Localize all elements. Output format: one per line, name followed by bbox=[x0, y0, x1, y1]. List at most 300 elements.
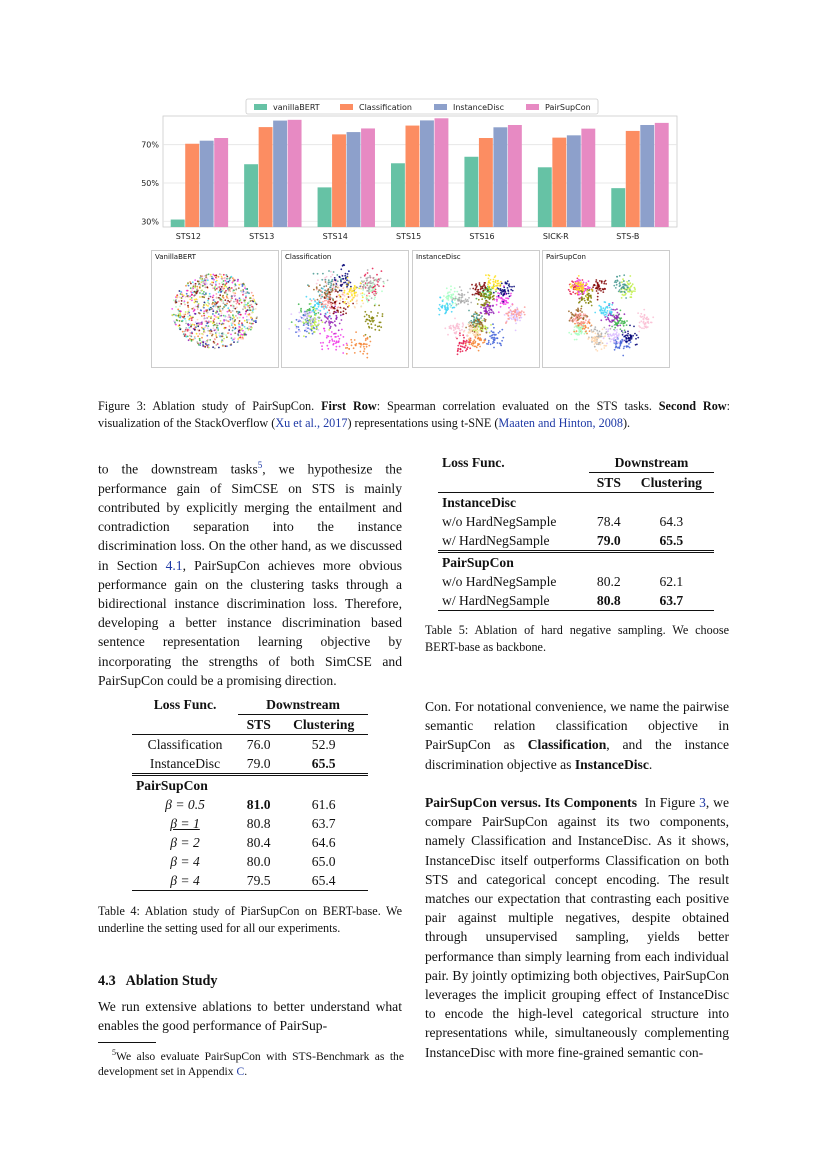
tsne-point bbox=[640, 316, 642, 318]
tsne-point bbox=[577, 308, 579, 310]
tsne-point bbox=[195, 298, 197, 300]
tsne-point bbox=[627, 346, 629, 348]
tsne-point bbox=[356, 299, 358, 301]
tsne-point bbox=[199, 338, 201, 340]
tsne-point bbox=[496, 304, 498, 306]
tsne-point bbox=[590, 325, 592, 327]
tsne-point bbox=[336, 340, 338, 342]
row-name: w/ HardNegSample bbox=[438, 591, 589, 611]
x-tick-label: STS13 bbox=[249, 232, 275, 241]
tsne-point bbox=[249, 307, 251, 309]
tsne-point bbox=[329, 307, 331, 309]
tsne-point bbox=[244, 306, 246, 308]
tsne-point bbox=[248, 301, 250, 303]
tsne-point bbox=[604, 301, 606, 303]
tsne-point bbox=[609, 320, 611, 322]
tsne-point bbox=[607, 335, 609, 337]
bar-instancedisc bbox=[200, 141, 214, 227]
tsne-point bbox=[457, 345, 459, 347]
tsne-point bbox=[617, 320, 619, 322]
tsne-point bbox=[342, 298, 344, 300]
tsne-point bbox=[194, 313, 196, 315]
bar-instancedisc bbox=[420, 120, 434, 227]
tsne-point bbox=[227, 311, 229, 313]
header-loss: Loss Func. bbox=[153, 696, 217, 712]
citation-link[interactable]: Xu et al., 2017 bbox=[275, 416, 348, 430]
tsne-point bbox=[465, 298, 467, 300]
tsne-point bbox=[354, 295, 356, 297]
tsne-point bbox=[439, 304, 441, 306]
tsne-point bbox=[216, 288, 218, 290]
tsne-point bbox=[210, 332, 212, 334]
tsne-point bbox=[197, 335, 199, 337]
tsne-point bbox=[463, 331, 465, 333]
tsne-point bbox=[323, 304, 325, 306]
tsne-point bbox=[453, 298, 455, 300]
tsne-point bbox=[509, 296, 511, 298]
tsne-point bbox=[627, 335, 629, 337]
clustering-value: 63.7 bbox=[629, 591, 714, 611]
tsne-point bbox=[218, 347, 220, 349]
tsne-point bbox=[226, 276, 228, 278]
tsne-point bbox=[197, 319, 199, 321]
tsne-point bbox=[203, 315, 205, 317]
tsne-point bbox=[486, 296, 488, 298]
tsne-point bbox=[383, 285, 385, 287]
tsne-point bbox=[603, 347, 605, 349]
tsne-point bbox=[255, 320, 257, 322]
tsne-point bbox=[194, 279, 196, 281]
tsne-point bbox=[646, 316, 648, 318]
tsne-point bbox=[190, 287, 192, 289]
tsne-point bbox=[467, 323, 469, 325]
tsne-point bbox=[206, 317, 208, 319]
tsne-point bbox=[210, 274, 212, 276]
tsne-point bbox=[202, 279, 204, 281]
bar-classification bbox=[259, 127, 273, 227]
tsne-point bbox=[583, 298, 585, 300]
tsne-point bbox=[342, 352, 344, 354]
tsne-point bbox=[249, 322, 251, 324]
tsne-point bbox=[335, 283, 337, 285]
tsne-point bbox=[319, 295, 321, 297]
tsne-point bbox=[226, 282, 228, 284]
tsne-point bbox=[515, 330, 517, 332]
tsne-point bbox=[185, 334, 187, 336]
tsne-point bbox=[207, 305, 209, 307]
tsne-point bbox=[574, 293, 576, 295]
tsne-point bbox=[194, 299, 196, 301]
tsne-point bbox=[232, 314, 234, 316]
row-name: w/ HardNegSample bbox=[442, 532, 550, 548]
tsne-point bbox=[613, 285, 615, 287]
tsne-point bbox=[487, 301, 489, 303]
tsne-point bbox=[356, 303, 358, 305]
tsne-point bbox=[362, 286, 364, 288]
tsne-point bbox=[210, 316, 212, 318]
tsne-point bbox=[348, 270, 350, 272]
tsne-point bbox=[330, 285, 332, 287]
tsne-point bbox=[211, 281, 213, 283]
tsne-point bbox=[609, 338, 611, 340]
tsne-point bbox=[467, 299, 469, 301]
tsne-point bbox=[604, 316, 606, 318]
tsne-point bbox=[600, 344, 602, 346]
tsne-point bbox=[488, 296, 490, 298]
header-clustering: Clustering bbox=[640, 474, 702, 490]
section-paragraph: We run extensive ablations to better understand what enables the good performance of PairSup- bbox=[98, 999, 402, 1034]
tsne-point bbox=[315, 328, 317, 330]
tsne-point bbox=[520, 315, 522, 317]
tsne-point bbox=[325, 281, 327, 283]
tsne-point bbox=[463, 340, 465, 342]
tsne-point bbox=[184, 331, 186, 333]
tsne-point bbox=[595, 333, 597, 335]
tsne-point bbox=[332, 322, 334, 324]
tsne-point bbox=[626, 346, 628, 348]
tsne-point bbox=[318, 289, 320, 291]
tsne-point bbox=[481, 286, 483, 288]
tsne-point bbox=[624, 329, 626, 331]
tsne-point bbox=[604, 310, 606, 312]
tsne-point bbox=[339, 346, 341, 348]
tsne-point bbox=[615, 315, 617, 317]
tsne-point bbox=[588, 280, 590, 282]
tsne-point bbox=[243, 291, 245, 293]
tsne-point bbox=[216, 331, 218, 333]
tsne-point bbox=[366, 278, 368, 280]
tsne-point bbox=[173, 320, 175, 322]
tsne-point bbox=[584, 325, 586, 327]
tsne-point bbox=[310, 306, 312, 308]
para-text: , PairSupCon achieves more obvious performance gain on the clustering tasks through a bidirectional instance discrimination loss. Therefore, developing a better instance discrimination based sentence representation learning objective by incorporating the strengths of both SimCSE and PairSupCon could be a promising direction. bbox=[98, 557, 402, 688]
tsne-point bbox=[591, 340, 593, 342]
tsne-point bbox=[485, 308, 487, 310]
clustering-value: 65.4 bbox=[279, 871, 368, 891]
citation-link[interactable]: Maaten and Hinton, 2008 bbox=[498, 416, 623, 430]
tsne-point bbox=[377, 326, 379, 328]
tsne-point bbox=[193, 338, 195, 340]
tsne-point bbox=[184, 335, 186, 337]
tsne-point bbox=[503, 290, 505, 292]
tsne-point bbox=[369, 336, 371, 338]
table-row bbox=[132, 814, 368, 833]
clustering-value: 52.9 bbox=[279, 735, 368, 755]
tsne-point bbox=[611, 309, 613, 311]
sts-value: 79.5 bbox=[238, 871, 279, 891]
tsne-point bbox=[462, 350, 464, 352]
legend-swatch bbox=[254, 104, 267, 110]
tsne-point bbox=[347, 288, 349, 290]
tsne-point bbox=[586, 294, 588, 296]
tsne-point bbox=[447, 292, 449, 294]
tsne-point bbox=[618, 291, 620, 293]
tsne-point bbox=[328, 309, 330, 311]
caption-text: : Spearman correlation evaluated on the STS tasks. bbox=[376, 399, 659, 413]
tsne-point bbox=[344, 290, 346, 292]
tsne-point bbox=[354, 293, 356, 295]
tsne-point bbox=[578, 294, 580, 296]
tsne-point bbox=[242, 317, 244, 319]
tsne-point bbox=[226, 336, 228, 338]
left-paragraph bbox=[98, 456, 402, 690]
tsne-point bbox=[248, 309, 250, 311]
tsne-point bbox=[600, 340, 602, 342]
tsne-point bbox=[336, 317, 338, 319]
tsne-point bbox=[374, 329, 376, 331]
tsne-point bbox=[236, 307, 238, 309]
header-downstream: Downstream bbox=[238, 695, 368, 715]
tsne-point bbox=[317, 303, 319, 305]
tsne-point bbox=[472, 341, 474, 343]
tsne-point bbox=[489, 302, 491, 304]
tsne-point bbox=[199, 292, 201, 294]
tsne-point bbox=[337, 291, 339, 293]
tsne-point bbox=[177, 309, 179, 311]
tsne-point bbox=[504, 314, 506, 316]
para-text: In Figure bbox=[637, 795, 700, 810]
tsne-point bbox=[343, 292, 345, 294]
tsne-point bbox=[216, 297, 218, 299]
tsne-point bbox=[619, 325, 621, 327]
tsne-point bbox=[330, 276, 332, 278]
tsne-point bbox=[506, 283, 508, 285]
tsne-point bbox=[200, 309, 202, 311]
tsne-point bbox=[345, 278, 347, 280]
tsne-point bbox=[651, 322, 653, 324]
tsne-point bbox=[469, 288, 471, 290]
tsne-point bbox=[369, 275, 371, 277]
tsne-point bbox=[483, 307, 485, 309]
table4 bbox=[132, 695, 368, 891]
tsne-point bbox=[221, 312, 223, 314]
tsne-point bbox=[339, 303, 341, 305]
tsne-point bbox=[196, 301, 198, 303]
tsne-point bbox=[456, 304, 458, 306]
tsne-scatter bbox=[413, 251, 539, 367]
figure-link[interactable]: 3 bbox=[699, 795, 706, 810]
tsne-point bbox=[187, 282, 189, 284]
tsne-point bbox=[481, 320, 483, 322]
tsne-point bbox=[603, 283, 605, 285]
tsne-point bbox=[340, 297, 342, 299]
tsne-point bbox=[605, 319, 607, 321]
tsne-point bbox=[613, 334, 615, 336]
tsne-point bbox=[235, 298, 237, 300]
tsne-point bbox=[380, 278, 382, 280]
tsne-point bbox=[223, 297, 225, 299]
tsne-point bbox=[240, 299, 242, 301]
tsne-point bbox=[450, 296, 452, 298]
footnote-text: We also evaluate PairSupCon with STS-Benchmark as the development set in Appendix bbox=[98, 1049, 404, 1078]
tsne-point bbox=[602, 310, 604, 312]
tsne-point bbox=[346, 344, 348, 346]
tsne-point bbox=[587, 327, 589, 329]
tsne-point bbox=[371, 327, 373, 329]
tsne-point bbox=[584, 328, 586, 330]
tsne-point bbox=[486, 306, 488, 308]
tsne-point bbox=[328, 288, 330, 290]
tsne-point bbox=[233, 339, 235, 341]
tsne-point bbox=[612, 309, 614, 311]
tsne-point bbox=[476, 313, 478, 315]
tsne-point bbox=[467, 303, 469, 305]
tsne-point bbox=[596, 330, 598, 332]
tsne-point bbox=[496, 296, 498, 298]
tsne-point bbox=[335, 333, 337, 335]
tsne-point bbox=[580, 308, 582, 310]
tsne-point bbox=[205, 287, 207, 289]
tsne-point bbox=[487, 283, 489, 285]
tsne-point bbox=[607, 318, 609, 320]
tsne-point bbox=[244, 285, 246, 287]
tsne-point bbox=[374, 298, 376, 300]
tsne-point bbox=[626, 341, 628, 343]
bar-pairsupcon bbox=[581, 129, 595, 227]
tsne-point bbox=[241, 328, 243, 330]
tsne-point bbox=[469, 340, 471, 342]
tsne-point bbox=[237, 299, 239, 301]
tsne-point bbox=[453, 329, 455, 331]
tsne-point bbox=[615, 280, 617, 282]
tsne-point bbox=[234, 283, 236, 285]
tsne-point bbox=[322, 301, 324, 303]
header-clustering: Clustering bbox=[293, 716, 355, 732]
tsne-point bbox=[610, 339, 612, 341]
tsne-point bbox=[519, 320, 521, 322]
tsne-point bbox=[179, 296, 181, 298]
tsne-point bbox=[240, 338, 242, 340]
tsne-point bbox=[233, 279, 235, 281]
tsne-point bbox=[202, 341, 204, 343]
tsne-point bbox=[308, 285, 310, 287]
tsne-point bbox=[464, 294, 466, 296]
tsne-point bbox=[219, 323, 221, 325]
tsne-point bbox=[469, 337, 471, 339]
tsne-point bbox=[646, 327, 648, 329]
tsne-point bbox=[179, 316, 181, 318]
tsne-point bbox=[623, 346, 625, 348]
tsne-point bbox=[642, 322, 644, 324]
tsne-point bbox=[484, 298, 486, 300]
tsne-point bbox=[489, 288, 491, 290]
tsne-point bbox=[227, 288, 229, 290]
tsne-point bbox=[346, 279, 348, 281]
tsne-point bbox=[316, 286, 318, 288]
para-text: . bbox=[648, 756, 653, 772]
tsne-point bbox=[505, 303, 507, 305]
tsne-point bbox=[597, 296, 599, 298]
tsne-point bbox=[614, 330, 616, 332]
tsne-point bbox=[225, 286, 227, 288]
tsne-point bbox=[570, 283, 572, 285]
tsne-point bbox=[620, 291, 622, 293]
para-text: , we compare PairSupCon against its two components, namely Classification and InstanceDisc. As it shows, InstanceDisc itself outperforms Classification on both STS and categorical concept encoding. The result matches our expectation that contrasting each positive pair against multiple negatives, despite obtained through unsupervised sampling, yields better performance than simply learning from each individual pair. By jointly optimizing both objectives, PairSupCon leverages the implicit grouping effect of InstanceDisc to encode the high-level categorical structure into representations while, simultaneously complementing InstanceDisc with more fine-grained semantic con- bbox=[425, 795, 729, 1060]
tsne-point bbox=[320, 298, 322, 300]
tsne-point bbox=[479, 346, 481, 348]
tsne-point bbox=[251, 312, 253, 314]
tsne-point bbox=[314, 331, 316, 333]
tsne-point bbox=[601, 342, 603, 344]
tsne-point bbox=[627, 287, 629, 289]
tsne-point bbox=[572, 320, 574, 322]
tsne-point bbox=[476, 316, 478, 318]
tsne-point bbox=[364, 343, 366, 345]
sts-value: 80.8 bbox=[246, 815, 271, 831]
tsne-point bbox=[370, 282, 372, 284]
tsne-point bbox=[222, 336, 224, 338]
footnote-marker[interactable]: 5 bbox=[257, 460, 263, 470]
tsne-point bbox=[489, 292, 491, 294]
tsne-point bbox=[579, 279, 581, 281]
tsne-point bbox=[483, 284, 485, 286]
tsne-point bbox=[340, 268, 342, 270]
tsne-point bbox=[225, 305, 227, 307]
tsne-point bbox=[204, 302, 206, 304]
legend-label: Classification bbox=[359, 103, 412, 112]
tsne-point bbox=[478, 291, 480, 293]
tsne-point bbox=[251, 323, 253, 325]
tsne-point bbox=[242, 337, 244, 339]
tsne-point bbox=[194, 329, 196, 331]
section-link[interactable]: 4.1 bbox=[165, 557, 183, 573]
tsne-point bbox=[586, 283, 588, 285]
tsne-point bbox=[629, 275, 631, 277]
tsne-point bbox=[187, 330, 189, 332]
tsne-point bbox=[325, 303, 327, 305]
tsne-point bbox=[303, 335, 305, 337]
tsne-point bbox=[185, 327, 187, 329]
tsne-point bbox=[218, 276, 220, 278]
tsne-point bbox=[206, 286, 208, 288]
tsne-point bbox=[216, 293, 218, 295]
tsne-point bbox=[575, 289, 577, 291]
x-tick-label: STS16 bbox=[469, 232, 495, 241]
tsne-point bbox=[459, 286, 461, 288]
tsne-point bbox=[624, 285, 626, 287]
tsne-point bbox=[242, 284, 244, 286]
tsne-point bbox=[202, 333, 204, 335]
tsne-point bbox=[462, 334, 464, 336]
tsne-point bbox=[215, 334, 217, 336]
tsne-point bbox=[175, 306, 177, 308]
tsne-point bbox=[480, 306, 482, 308]
tsne-point bbox=[334, 336, 336, 338]
tsne-point bbox=[228, 281, 230, 283]
tsne-point bbox=[625, 297, 627, 299]
tsne-point bbox=[171, 308, 173, 310]
tsne-point bbox=[326, 337, 328, 339]
appendix-link[interactable]: C bbox=[236, 1064, 245, 1078]
tsne-point bbox=[336, 300, 338, 302]
tsne-point bbox=[482, 342, 484, 344]
tsne-point bbox=[235, 288, 237, 290]
tsne-point bbox=[247, 291, 249, 293]
para-text: , and the instance discrimination objective as bbox=[425, 737, 729, 772]
tsne-point bbox=[332, 308, 334, 310]
tsne-point bbox=[187, 296, 189, 298]
tsne-point bbox=[569, 318, 571, 320]
tsne-point bbox=[580, 324, 582, 326]
tsne-point bbox=[476, 287, 478, 289]
tsne-point bbox=[591, 329, 593, 331]
tsne-point bbox=[372, 292, 374, 294]
tsne-point bbox=[580, 317, 582, 319]
tsne-point bbox=[244, 331, 246, 333]
tsne-point bbox=[459, 299, 461, 301]
tsne-point bbox=[199, 313, 201, 315]
tsne-point bbox=[499, 331, 501, 333]
